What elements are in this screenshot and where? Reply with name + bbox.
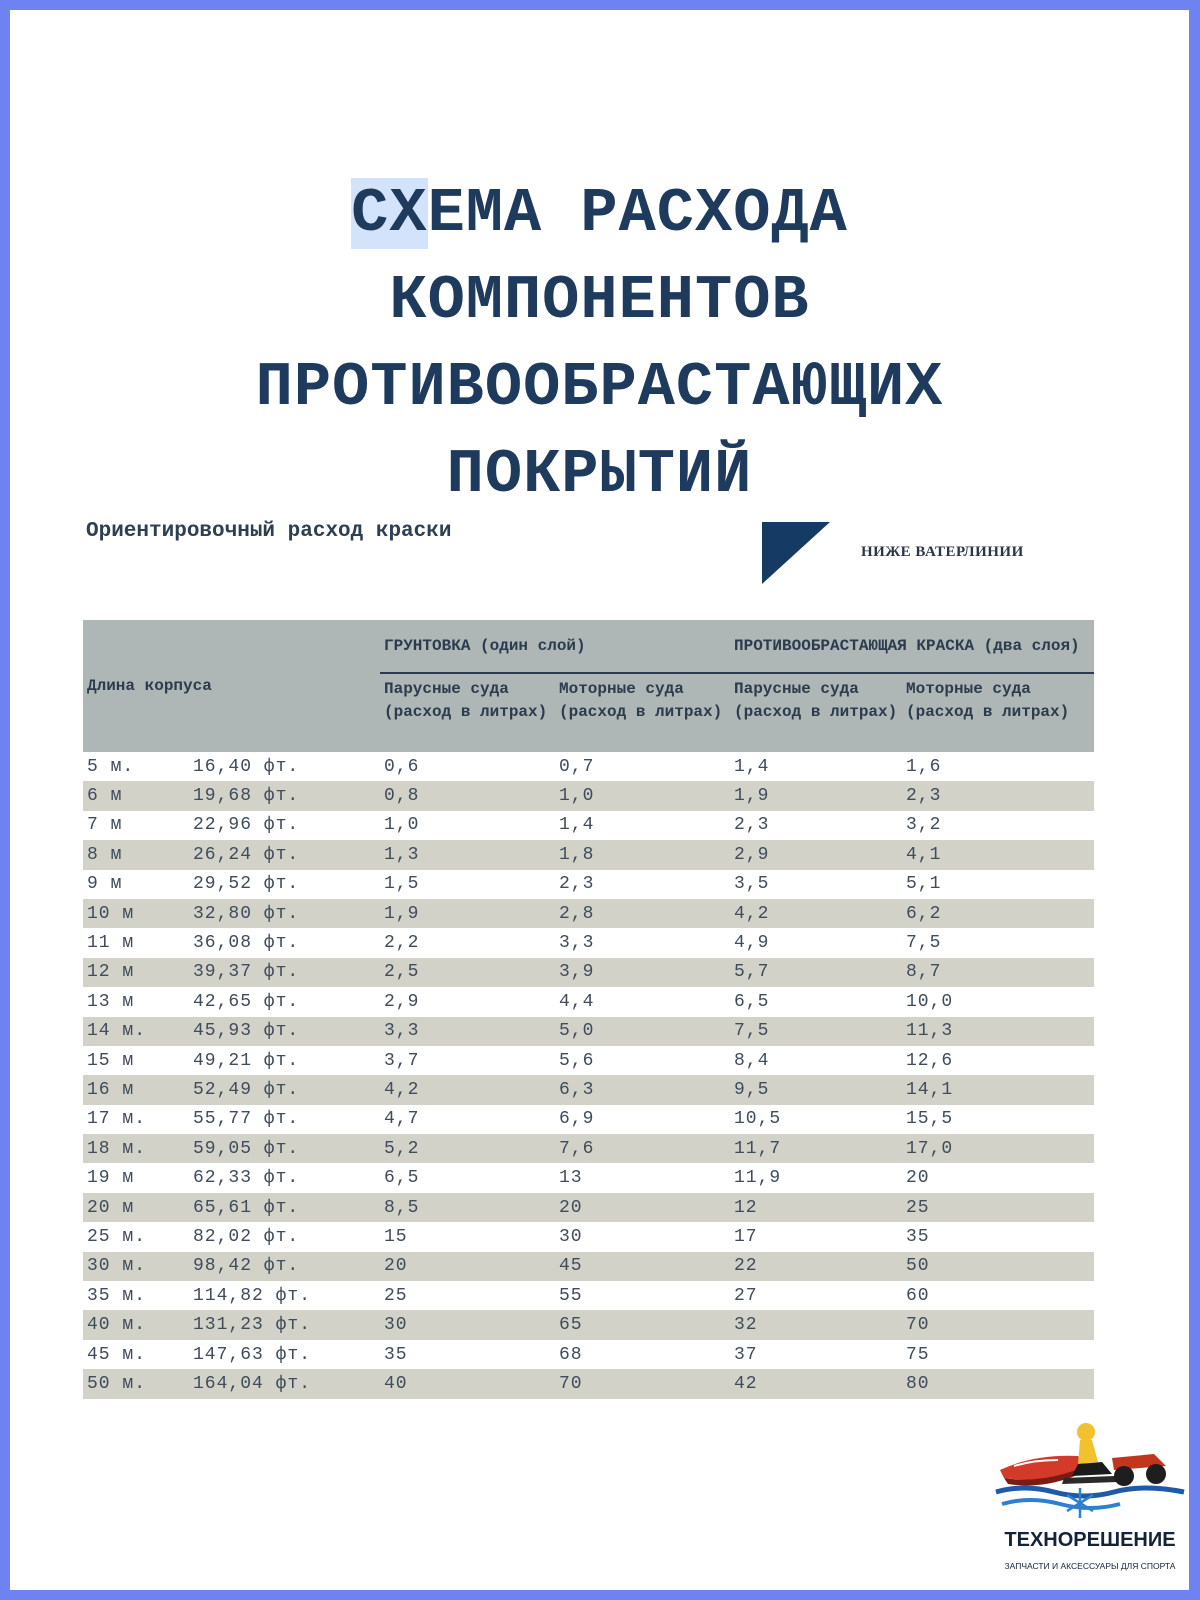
cell-antifouling-motor: 1,6 bbox=[902, 752, 1094, 781]
cell-antifouling-motor: 35 bbox=[902, 1222, 1094, 1251]
cell-length bbox=[83, 1340, 380, 1369]
cell-antifouling-motor: 2,3 bbox=[902, 781, 1094, 810]
length-meters: 9 м bbox=[87, 874, 123, 895]
cell-antifouling-sail: 32 bbox=[730, 1310, 902, 1339]
cell-antifouling-sail: 2,3 bbox=[730, 811, 902, 840]
table-row bbox=[83, 1222, 1094, 1251]
table-row bbox=[83, 1310, 1094, 1339]
length-feet: 164,04 фт. bbox=[193, 1373, 312, 1394]
cell-primer-sail: 1,9 bbox=[380, 899, 555, 928]
header-antifouling-group: ПРОТИВООБРАСТАЮЩАЯ КРАСКА (два слоя) bbox=[730, 620, 1094, 673]
cell-antifouling-motor: 80 bbox=[902, 1369, 1094, 1398]
length-feet: 147,63 фт. bbox=[193, 1344, 312, 1365]
cell-primer-motor: 2,3 bbox=[555, 870, 730, 899]
cell-antifouling-motor: 20 bbox=[902, 1163, 1094, 1192]
length-meters: 20 м bbox=[87, 1197, 135, 1218]
cell-antifouling-motor: 4,1 bbox=[902, 840, 1094, 869]
cell-antifouling-sail: 37 bbox=[730, 1340, 902, 1369]
cell-antifouling-motor: 60 bbox=[902, 1281, 1094, 1310]
table-row bbox=[83, 1163, 1094, 1192]
page-title bbox=[10, 170, 1189, 518]
cell-length bbox=[83, 899, 380, 928]
table-row bbox=[83, 752, 1094, 781]
length-feet: 22,96 фт. bbox=[193, 815, 300, 836]
table-row bbox=[83, 899, 1094, 928]
table-row bbox=[83, 1017, 1094, 1046]
cell-primer-sail: 35 bbox=[380, 1340, 555, 1369]
length-feet: 36,08 фт. bbox=[193, 933, 300, 954]
table-row bbox=[83, 1281, 1094, 1310]
cell-antifouling-motor: 11,3 bbox=[902, 1017, 1094, 1046]
table-row bbox=[83, 987, 1094, 1016]
brand-logo-tagline: ЗАПЧАСТИ И АКСЕССУАРЫ ДЛЯ СПОРТА bbox=[1004, 1561, 1176, 1571]
cell-primer-sail: 1,5 bbox=[380, 870, 555, 899]
cell-antifouling-motor: 12,6 bbox=[902, 1046, 1094, 1075]
cell-length bbox=[83, 1310, 380, 1339]
cell-length bbox=[83, 1281, 380, 1310]
length-meters: 10 м bbox=[87, 903, 135, 924]
table-row bbox=[83, 811, 1094, 840]
cell-antifouling-sail: 10,5 bbox=[730, 1105, 902, 1134]
cell-primer-sail: 5,2 bbox=[380, 1134, 555, 1163]
length-meters: 7 м bbox=[87, 815, 123, 836]
cell-antifouling-sail: 11,9 bbox=[730, 1163, 902, 1192]
cell-primer-motor: 6,3 bbox=[555, 1075, 730, 1104]
cell-antifouling-sail: 11,7 bbox=[730, 1134, 902, 1163]
cell-antifouling-sail: 4,2 bbox=[730, 899, 902, 928]
length-meters: 16 м bbox=[87, 1079, 135, 1100]
table-row bbox=[83, 1046, 1094, 1075]
cell-length bbox=[83, 781, 380, 810]
cell-antifouling-sail: 7,5 bbox=[730, 1017, 902, 1046]
title-selection-highlight[interactable]: СХ bbox=[351, 178, 428, 249]
cell-primer-sail: 2,2 bbox=[380, 928, 555, 957]
cell-antifouling-motor: 15,5 bbox=[902, 1105, 1094, 1134]
cell-primer-sail: 1,0 bbox=[380, 811, 555, 840]
cell-primer-sail: 8,5 bbox=[380, 1193, 555, 1222]
cell-primer-motor: 3,3 bbox=[555, 928, 730, 957]
cell-antifouling-motor: 17,0 bbox=[902, 1134, 1094, 1163]
title-line-4: ПОКРЫТИЙ bbox=[446, 439, 753, 510]
length-feet: 62,33 фт. bbox=[193, 1168, 300, 1189]
cell-antifouling-sail: 6,5 bbox=[730, 987, 902, 1016]
cell-primer-sail: 0,6 bbox=[380, 752, 555, 781]
length-feet: 49,21 фт. bbox=[193, 1050, 300, 1071]
cell-length bbox=[83, 1017, 380, 1046]
cell-length bbox=[83, 1222, 380, 1251]
length-feet: 98,42 фт. bbox=[193, 1256, 300, 1277]
length-feet: 29,52 фт. bbox=[193, 874, 300, 895]
cell-antifouling-sail: 12 bbox=[730, 1193, 902, 1222]
cell-primer-motor: 55 bbox=[555, 1281, 730, 1310]
cell-primer-motor: 1,8 bbox=[555, 840, 730, 869]
cell-length bbox=[83, 928, 380, 957]
cell-antifouling-motor: 14,1 bbox=[902, 1075, 1094, 1104]
cell-length bbox=[83, 1046, 380, 1075]
cell-antifouling-motor: 25 bbox=[902, 1193, 1094, 1222]
length-feet: 52,49 фт. bbox=[193, 1079, 300, 1100]
paint-consumption-table bbox=[83, 620, 1094, 1399]
length-feet: 26,24 фт. bbox=[193, 844, 300, 865]
cell-primer-motor: 68 bbox=[555, 1340, 730, 1369]
title-line-3: ПРОТИВООБРАСТАЮЩИХ bbox=[255, 352, 944, 423]
cell-primer-sail: 1,3 bbox=[380, 840, 555, 869]
cell-antifouling-motor: 10,0 bbox=[902, 987, 1094, 1016]
cell-antifouling-sail: 17 bbox=[730, 1222, 902, 1251]
cell-length bbox=[83, 987, 380, 1016]
table-body bbox=[83, 752, 1094, 1399]
title-line-1-rest: ЕМА РАСХОДА bbox=[427, 178, 848, 249]
cell-length bbox=[83, 1252, 380, 1281]
cell-primer-sail: 25 bbox=[380, 1281, 555, 1310]
cell-antifouling-sail: 8,4 bbox=[730, 1046, 902, 1075]
header-primer-motor: Моторные суда (расход в литрах) bbox=[555, 673, 730, 752]
cell-length bbox=[83, 840, 380, 869]
table-row bbox=[83, 958, 1094, 987]
cell-antifouling-motor: 75 bbox=[902, 1340, 1094, 1369]
waterline-triangle-icon bbox=[762, 522, 830, 584]
length-meters: 35 м. bbox=[87, 1285, 147, 1306]
cell-antifouling-sail: 42 bbox=[730, 1369, 902, 1398]
length-meters: 19 м bbox=[87, 1168, 135, 1189]
cell-primer-motor: 3,9 bbox=[555, 958, 730, 987]
cell-antifouling-sail: 22 bbox=[730, 1252, 902, 1281]
cell-length bbox=[83, 958, 380, 987]
cell-primer-motor: 45 bbox=[555, 1252, 730, 1281]
cell-length bbox=[83, 1105, 380, 1134]
cell-antifouling-motor: 50 bbox=[902, 1252, 1094, 1281]
cell-primer-motor: 6,9 bbox=[555, 1105, 730, 1134]
cell-primer-motor: 70 bbox=[555, 1369, 730, 1398]
header-hull-length: Длина корпуса bbox=[83, 620, 380, 752]
table-row bbox=[83, 781, 1094, 810]
cell-antifouling-sail: 3,5 bbox=[730, 870, 902, 899]
table-row bbox=[83, 1193, 1094, 1222]
length-meters: 50 м. bbox=[87, 1373, 147, 1394]
cell-length bbox=[83, 1193, 380, 1222]
header-primer-sail: Парусные суда (расход в литрах) bbox=[380, 673, 555, 752]
table-row bbox=[83, 1075, 1094, 1104]
cell-primer-sail: 40 bbox=[380, 1369, 555, 1398]
cell-antifouling-motor: 7,5 bbox=[902, 928, 1094, 957]
cell-primer-motor: 65 bbox=[555, 1310, 730, 1339]
length-feet: 45,93 фт. bbox=[193, 1021, 300, 1042]
cell-antifouling-motor: 70 bbox=[902, 1310, 1094, 1339]
cell-antifouling-sail: 1,4 bbox=[730, 752, 902, 781]
title-line-2: КОМПОНЕНТОВ bbox=[389, 265, 810, 336]
length-meters: 8 м bbox=[87, 844, 123, 865]
length-feet: 42,65 фт. bbox=[193, 991, 300, 1012]
cell-primer-sail: 3,3 bbox=[380, 1017, 555, 1046]
waterline-label: НИЖЕ ВАТЕРЛИНИИ bbox=[861, 544, 1024, 560]
table-row bbox=[83, 928, 1094, 957]
cell-length bbox=[83, 1075, 380, 1104]
length-feet: 82,02 фт. bbox=[193, 1226, 300, 1247]
cell-antifouling-sail: 2,9 bbox=[730, 840, 902, 869]
length-meters: 30 м. bbox=[87, 1256, 147, 1277]
cell-antifouling-motor: 8,7 bbox=[902, 958, 1094, 987]
page bbox=[10, 10, 1189, 1590]
cell-primer-sail: 20 bbox=[380, 1252, 555, 1281]
cell-length bbox=[83, 811, 380, 840]
cell-primer-sail: 2,5 bbox=[380, 958, 555, 987]
length-feet: 16,40 фт. bbox=[193, 756, 300, 777]
brand-logo-image bbox=[994, 1414, 1186, 1582]
cell-antifouling-sail: 4,9 bbox=[730, 928, 902, 957]
table-row bbox=[83, 870, 1094, 899]
cell-primer-sail: 6,5 bbox=[380, 1163, 555, 1192]
cell-primer-motor: 7,6 bbox=[555, 1134, 730, 1163]
table-row bbox=[83, 1252, 1094, 1281]
header-antifouling-motor: Моторные суда (расход в литрах) bbox=[902, 673, 1094, 752]
cell-primer-sail: 2,9 bbox=[380, 987, 555, 1016]
cell-length bbox=[83, 1134, 380, 1163]
cell-primer-sail: 0,8 bbox=[380, 781, 555, 810]
table-row bbox=[83, 1134, 1094, 1163]
cell-primer-motor: 30 bbox=[555, 1222, 730, 1251]
cell-primer-motor: 2,8 bbox=[555, 899, 730, 928]
cell-antifouling-motor: 6,2 bbox=[902, 899, 1094, 928]
length-meters: 14 м. bbox=[87, 1021, 147, 1042]
header-antifouling-sail: Парусные суда (расход в литрах) bbox=[730, 673, 902, 752]
title-line-1 bbox=[10, 170, 1189, 257]
length-meters: 17 м. bbox=[87, 1109, 147, 1130]
cell-primer-motor: 1,0 bbox=[555, 781, 730, 810]
cell-primer-motor: 5,0 bbox=[555, 1017, 730, 1046]
brand-logo-name: ТЕХНОРЕШЕНИЕ bbox=[1004, 1529, 1176, 1551]
length-meters: 13 м bbox=[87, 991, 135, 1012]
length-meters: 12 м bbox=[87, 962, 135, 983]
cell-antifouling-sail: 27 bbox=[730, 1281, 902, 1310]
cell-primer-motor: 13 bbox=[555, 1163, 730, 1192]
table-row bbox=[83, 840, 1094, 869]
header-primer-group: ГРУНТОВКА (один слой) bbox=[380, 620, 730, 673]
subtitle: Ориентировочный расход краски bbox=[86, 520, 452, 543]
cell-primer-motor: 4,4 bbox=[555, 987, 730, 1016]
cell-antifouling-sail: 1,9 bbox=[730, 781, 902, 810]
cell-primer-motor: 20 bbox=[555, 1193, 730, 1222]
table-row bbox=[83, 1369, 1094, 1398]
cell-length bbox=[83, 1369, 380, 1398]
cell-primer-sail: 15 bbox=[380, 1222, 555, 1251]
length-meters: 45 м. bbox=[87, 1344, 147, 1365]
cell-primer-motor: 5,6 bbox=[555, 1046, 730, 1075]
cell-primer-motor: 0,7 bbox=[555, 752, 730, 781]
cell-primer-sail: 4,7 bbox=[380, 1105, 555, 1134]
length-feet: 19,68 фт. bbox=[193, 786, 300, 807]
length-meters: 18 м. bbox=[87, 1138, 147, 1159]
cell-primer-sail: 4,2 bbox=[380, 1075, 555, 1104]
length-meters: 40 м. bbox=[87, 1315, 147, 1336]
cell-primer-motor: 1,4 bbox=[555, 811, 730, 840]
cell-length bbox=[83, 1163, 380, 1192]
length-feet: 131,23 фт. bbox=[193, 1315, 312, 1336]
cell-primer-sail: 3,7 bbox=[380, 1046, 555, 1075]
cell-primer-sail: 30 bbox=[380, 1310, 555, 1339]
cell-length bbox=[83, 752, 380, 781]
cell-antifouling-motor: 5,1 bbox=[902, 870, 1094, 899]
length-meters: 5 м. bbox=[87, 756, 135, 777]
cell-antifouling-motor: 3,2 bbox=[902, 811, 1094, 840]
table-row bbox=[83, 1105, 1094, 1134]
length-feet: 114,82 фт. bbox=[193, 1285, 312, 1306]
table-row bbox=[83, 1340, 1094, 1369]
length-feet: 39,37 фт. bbox=[193, 962, 300, 983]
cell-antifouling-sail: 5,7 bbox=[730, 958, 902, 987]
length-meters: 11 м bbox=[87, 933, 135, 954]
length-feet: 59,05 фт. bbox=[193, 1138, 300, 1159]
length-feet: 65,61 фт. bbox=[193, 1197, 300, 1218]
length-feet: 55,77 фт. bbox=[193, 1109, 300, 1130]
length-meters: 6 м bbox=[87, 786, 123, 807]
length-feet: 32,80 фт. bbox=[193, 903, 300, 924]
cell-antifouling-sail: 9,5 bbox=[730, 1075, 902, 1104]
length-meters: 15 м bbox=[87, 1050, 135, 1071]
length-meters: 25 м. bbox=[87, 1226, 147, 1247]
cell-length bbox=[83, 870, 380, 899]
